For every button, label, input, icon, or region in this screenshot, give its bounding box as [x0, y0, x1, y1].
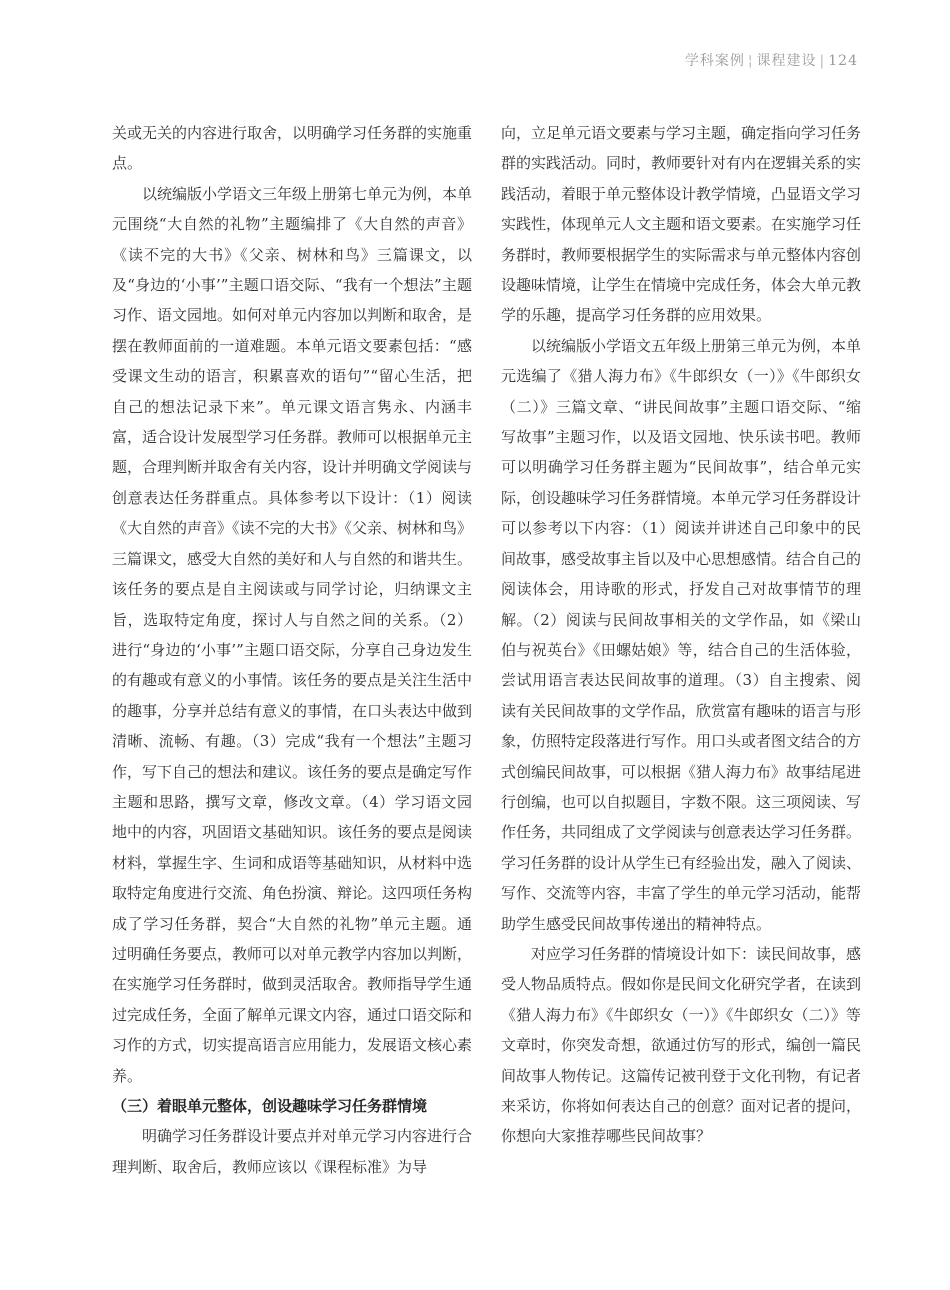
paragraph-unit7-example: 以统编版小学语文三年级上册第七单元为例，本单元围绕“大自然的礼物”主题编排了《大自然的声音》《读不完的大书》《父亲、树林和鸟》三篇课文，以及“身边的‘小事’”主题口语交际、“我有一个想法”主题习作、语文园地。如何对单元内容加以判断和取舍，是摆在教师面前的一道难题。本单元语文要素包括：“感受课文生动的语言，积累喜欢的语句”“留心生活，把自己的想法记录下来”。单元课文语言隽永、内涵丰富，适合设计发展型学习任务群。教师可以根据单元主题，合理判断并取舍有关内容，设计并明确文学阅读与创意表达任务群重点。具体参考以下设计：（1）阅读《大自然的声音》《读不完的大书》《父亲、树林和鸟》三篇课文，感受大自然的美好和人与自然的和谐共生。该任务的要点是自主阅读或与同学讨论，归纳课文主旨，选取特定角度，探讨人与自然之间的关系。（2）进行“身边的‘小事’”主题口语交际，分享自己身边发生的有趣或有意义的小事情。该任务的要点是关注生活中的趣事，分享并总结有意义的事情，在口头表达中做到清晰、流畅、有趣。（3）完成“我有一个想法”主题习作，写下自己的想法和建议。该任务的要点是确定写作主题和思路，撰写文章，修改文章。（4）学习语文园地中的内容，巩固语文基础知识。该任务的要点是阅读材料，掌握生字、生词和成语等基础知识，从材料中选取特定角度进行交流、角色扮演、辩论。这四项任务构成了学习任务群，契合“大自然的礼物”单元主题。通过明确任务要点，教师可以对单元教学内容加以判断，在实施学习任务群时，做到灵活取舍。教师指导学生通过完成任务，全面了解单元课文内容，通过口语交际和习作的方式，切实提高语言应用能力，发展语文核心素养。: [112, 184, 473, 1085]
section-heading: （三）着眼单元整体，创设趣味学习任务群情境: [112, 1097, 428, 1115]
page-number: 124: [828, 53, 858, 69]
paragraph-situation-design: 对应学习任务群的情境设计如下：读民间故事，感受人物品质特点。假如你是民间文化研究学者，在读到《猎人海力布》《牛郎织女（一）》《牛郎织女（二）》等文章时，你突发奇想，欲通过仿写的形式，编创一篇民间故事人物传记。这篇传记被刊登于文化刊物，有记者来采访，你将如何表达自己的创意？面对记者的提问，你想向大家推荐哪些民间故事？: [501, 944, 862, 1146]
paragraph-intro-situation: 明确学习任务群设计要点并对单元学习内容进行合理判断、取舍后，教师应该以《课程标准》为导: [112, 1127, 473, 1176]
running-header: [685, 50, 858, 70]
left-column: [112, 118, 472, 1182]
paragraph-continued: 向，立足单元语文要素与学习主题，确定指向学习任务群的实践活动。同时，教师要针对有内在逻辑关系的实践活动，着眼于单元整体设计教学情境，凸显语文学习实践性，体现单元人文主题和语文要素。在实施学习任务群时，教师要根据学生的实际需求与单元整体内容创设趣味情境，让学生在情境中完成任务，体会大单元教学的乐趣，提高学习任务群的应用效果。: [501, 124, 862, 325]
header-divider: |: [819, 53, 826, 69]
paragraph-continued: 关或无关的内容进行取舍，以明确学习任务群的实施重点。: [112, 124, 473, 173]
paragraph-unit3-example: 以统编版小学语文五年级上册第三单元为例，本单元选编了《猎人海力布》《牛郎织女（一）》《牛郎织女（二）》三篇文章、“讲民间故事”主题口语交际、“缩写故事”主题习作，以及语文园地、快乐读书吧。教师可以明确学习任务群主题为“民间故事”，结合单元实际，创设趣味学习任务群情境。本单元学习任务群设计可以参考以下内容：（1）阅读并讲述自己印象中的民间故事，感受故事主旨以及中心思想感情。结合自己的阅读体会，用诗歌的形式，抒发自己对故事情节的理解。（2）阅读与民间故事相关的文学作品，如《梁山伯与祝英台》《田螺姑娘》等，结合自己的生活体验，尝试用语言表达民间故事的道理。（3）自主搜索、阅读有关民间故事的文学作品，欣赏富有趣味的语言与形象，仿照特定段落进行写作。用口头或者图文结合的方式创编民间故事，可以根据《猎人海力布》故事结尾进行创编，也可以自拟题目，字数不限。这三项阅读、写作任务，共同组成了文学阅读与创意表达学习任务群。学习任务群的设计从学生已有经验出发，融入了阅读、写作、交流等内容，丰富了学生的单元学习活动，能帮助学生感受民间故事传递出的精神特点。: [501, 336, 862, 933]
header-subsection: 课程建设: [756, 53, 817, 69]
header-section: 学科案例: [684, 53, 745, 69]
header-divider: ¦: [747, 53, 754, 69]
right-column: [501, 118, 861, 1152]
